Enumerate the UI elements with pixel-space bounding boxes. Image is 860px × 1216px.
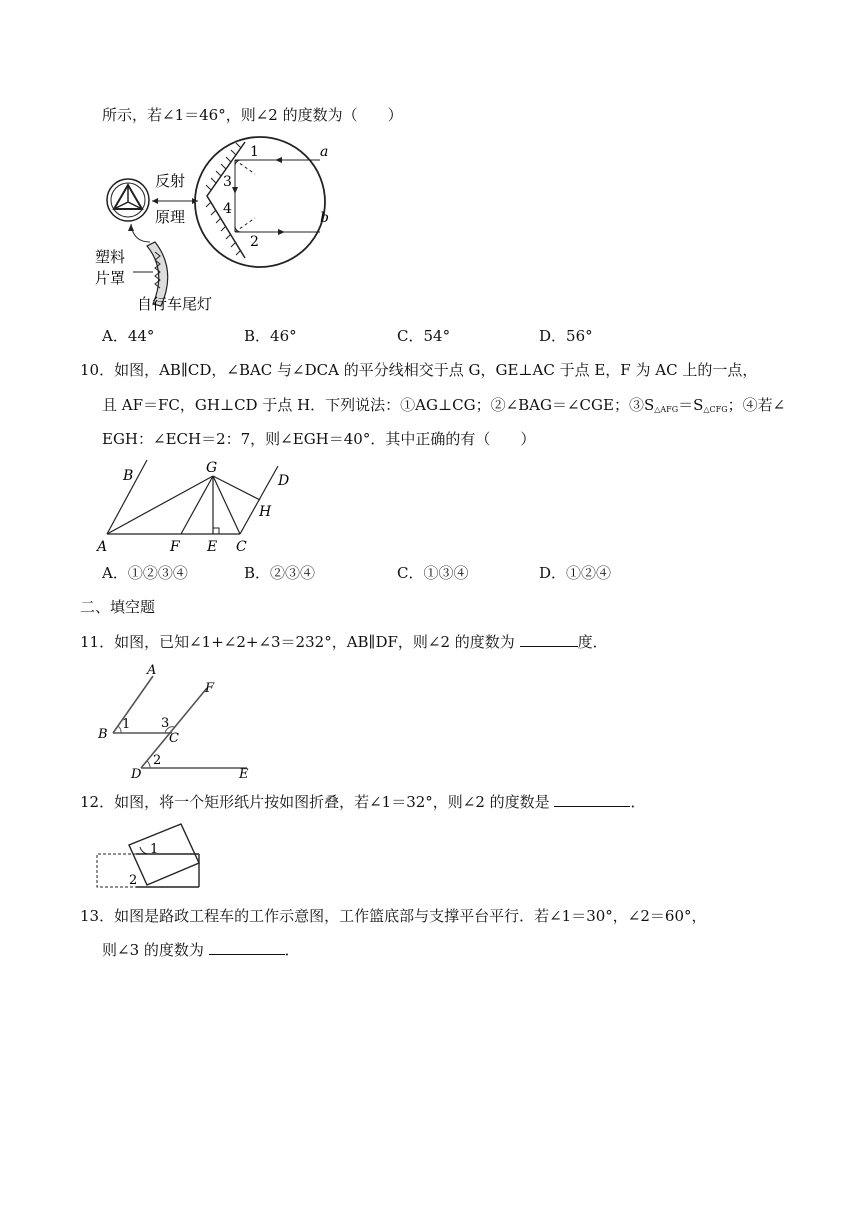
q12-text-a: 12．如图，将一个矩形纸片按如图折叠，若∠1＝32°，则∠2 的度数是	[80, 793, 550, 811]
q10-option-d[interactable]: D．①②④	[539, 564, 612, 582]
q9-stem-tail: 所示，若∠1＝46°，则∠2 的度数为（ ）	[102, 106, 403, 124]
q11-text-b: 度．	[577, 633, 608, 651]
q12-figure	[95, 820, 215, 892]
q13-line-1: 13．如图是路政工程车的工作示意图，工作篮底部与支撑平台平行．若∠1＝30°，∠2＝60°，	[80, 907, 707, 925]
q11-angle-3: 3	[161, 716, 170, 731]
q9-label-plastic1: 塑料	[95, 248, 126, 266]
q10-line-1: 10．如图，AB∥CD，∠BAC 与∠DCA 的平分线相交于点 G，GE⊥AC 于点 E，F 为 AC 上的一点，	[80, 361, 758, 379]
section-2-title: 二、填空题	[80, 598, 156, 616]
q9-figure-bike-taillight	[95, 134, 335, 314]
q9-option-a[interactable]: A．44°	[102, 327, 155, 345]
q9-label-caption: 自行车尾灯	[137, 295, 213, 313]
q10-line-2	[102, 394, 785, 421]
q9-ray-b: b	[320, 210, 329, 226]
q9-option-c[interactable]: C．54°	[397, 327, 451, 345]
q9-angle-3: 3	[223, 174, 232, 190]
q9-angle-1: 1	[250, 144, 259, 160]
q11-label-e: E	[239, 767, 249, 782]
q13-line-2-b: ．	[284, 941, 300, 959]
q9-ray-a: a	[320, 144, 329, 160]
q10-option-a[interactable]: A．①②③④	[102, 564, 188, 582]
q10-label-e: E	[207, 539, 218, 555]
q11-label-a: A	[147, 663, 157, 678]
q12-answer-blank[interactable]	[554, 792, 630, 807]
q9-option-b[interactable]: B．46°	[244, 327, 297, 345]
q10-label-b: B	[123, 468, 134, 484]
q10-option-b[interactable]: B．②③④	[244, 564, 316, 582]
q13-answer-blank[interactable]	[209, 940, 285, 955]
q10-option-c[interactable]: C．①③④	[397, 564, 469, 582]
q9-label-plastic2: 片罩	[95, 269, 126, 287]
q11-label-c: C	[169, 731, 179, 746]
q10-label-g: G	[206, 460, 218, 476]
q12-angle-2: 2	[129, 873, 138, 888]
q10-line-2-part-b: ＝S	[678, 396, 704, 414]
q10-label-f: F	[170, 539, 180, 555]
q11-label-d: D	[131, 767, 142, 782]
q12-text	[80, 791, 645, 813]
q13-line-2	[102, 939, 300, 961]
q12-angle-1: 1	[150, 842, 159, 857]
q11-angle-1: 1	[122, 717, 131, 732]
q11-text	[80, 631, 608, 653]
q9-angle-4: 4	[223, 201, 232, 217]
q9-label-principle: 原理	[155, 208, 186, 226]
q10-subscript-cfg: △CFG	[703, 405, 728, 414]
q11-label-b: B	[98, 727, 108, 742]
q11-figure	[95, 660, 255, 780]
q9-option-d[interactable]: D．56°	[539, 327, 593, 345]
q10-line-2-part-a: 且 AF＝FC，GH⊥CD 于点 H．下列说法：①AG⊥CG；②∠BAG＝∠CGE；③S	[102, 396, 655, 414]
q12-text-b: ．	[630, 793, 646, 811]
q10-subscript-afg: △AFG	[654, 405, 679, 414]
q11-label-f: F	[205, 681, 215, 696]
q10-label-h: H	[259, 504, 272, 520]
q10-line-3: EGH：∠ECH＝2：7，则∠EGH＝40°．其中正确的有（ ）	[102, 430, 536, 448]
q10-line-2-part-c: ；④若∠	[727, 396, 786, 414]
q10-figure	[95, 458, 305, 554]
q13-line-2-a: 则∠3 的度数为	[102, 941, 204, 959]
q10-label-d: D	[278, 473, 290, 489]
q11-angle-2: 2	[153, 753, 162, 768]
q10-label-c: C	[236, 539, 247, 555]
q11-text-a: 11．如图，已知∠1+∠2+∠3＝232°，AB∥DF，则∠2 的度数为	[80, 633, 515, 651]
q10-label-a: A	[97, 539, 108, 555]
q11-answer-blank[interactable]	[520, 632, 578, 647]
q9-angle-2: 2	[250, 234, 259, 250]
q9-label-reflect: 反射	[155, 172, 186, 190]
